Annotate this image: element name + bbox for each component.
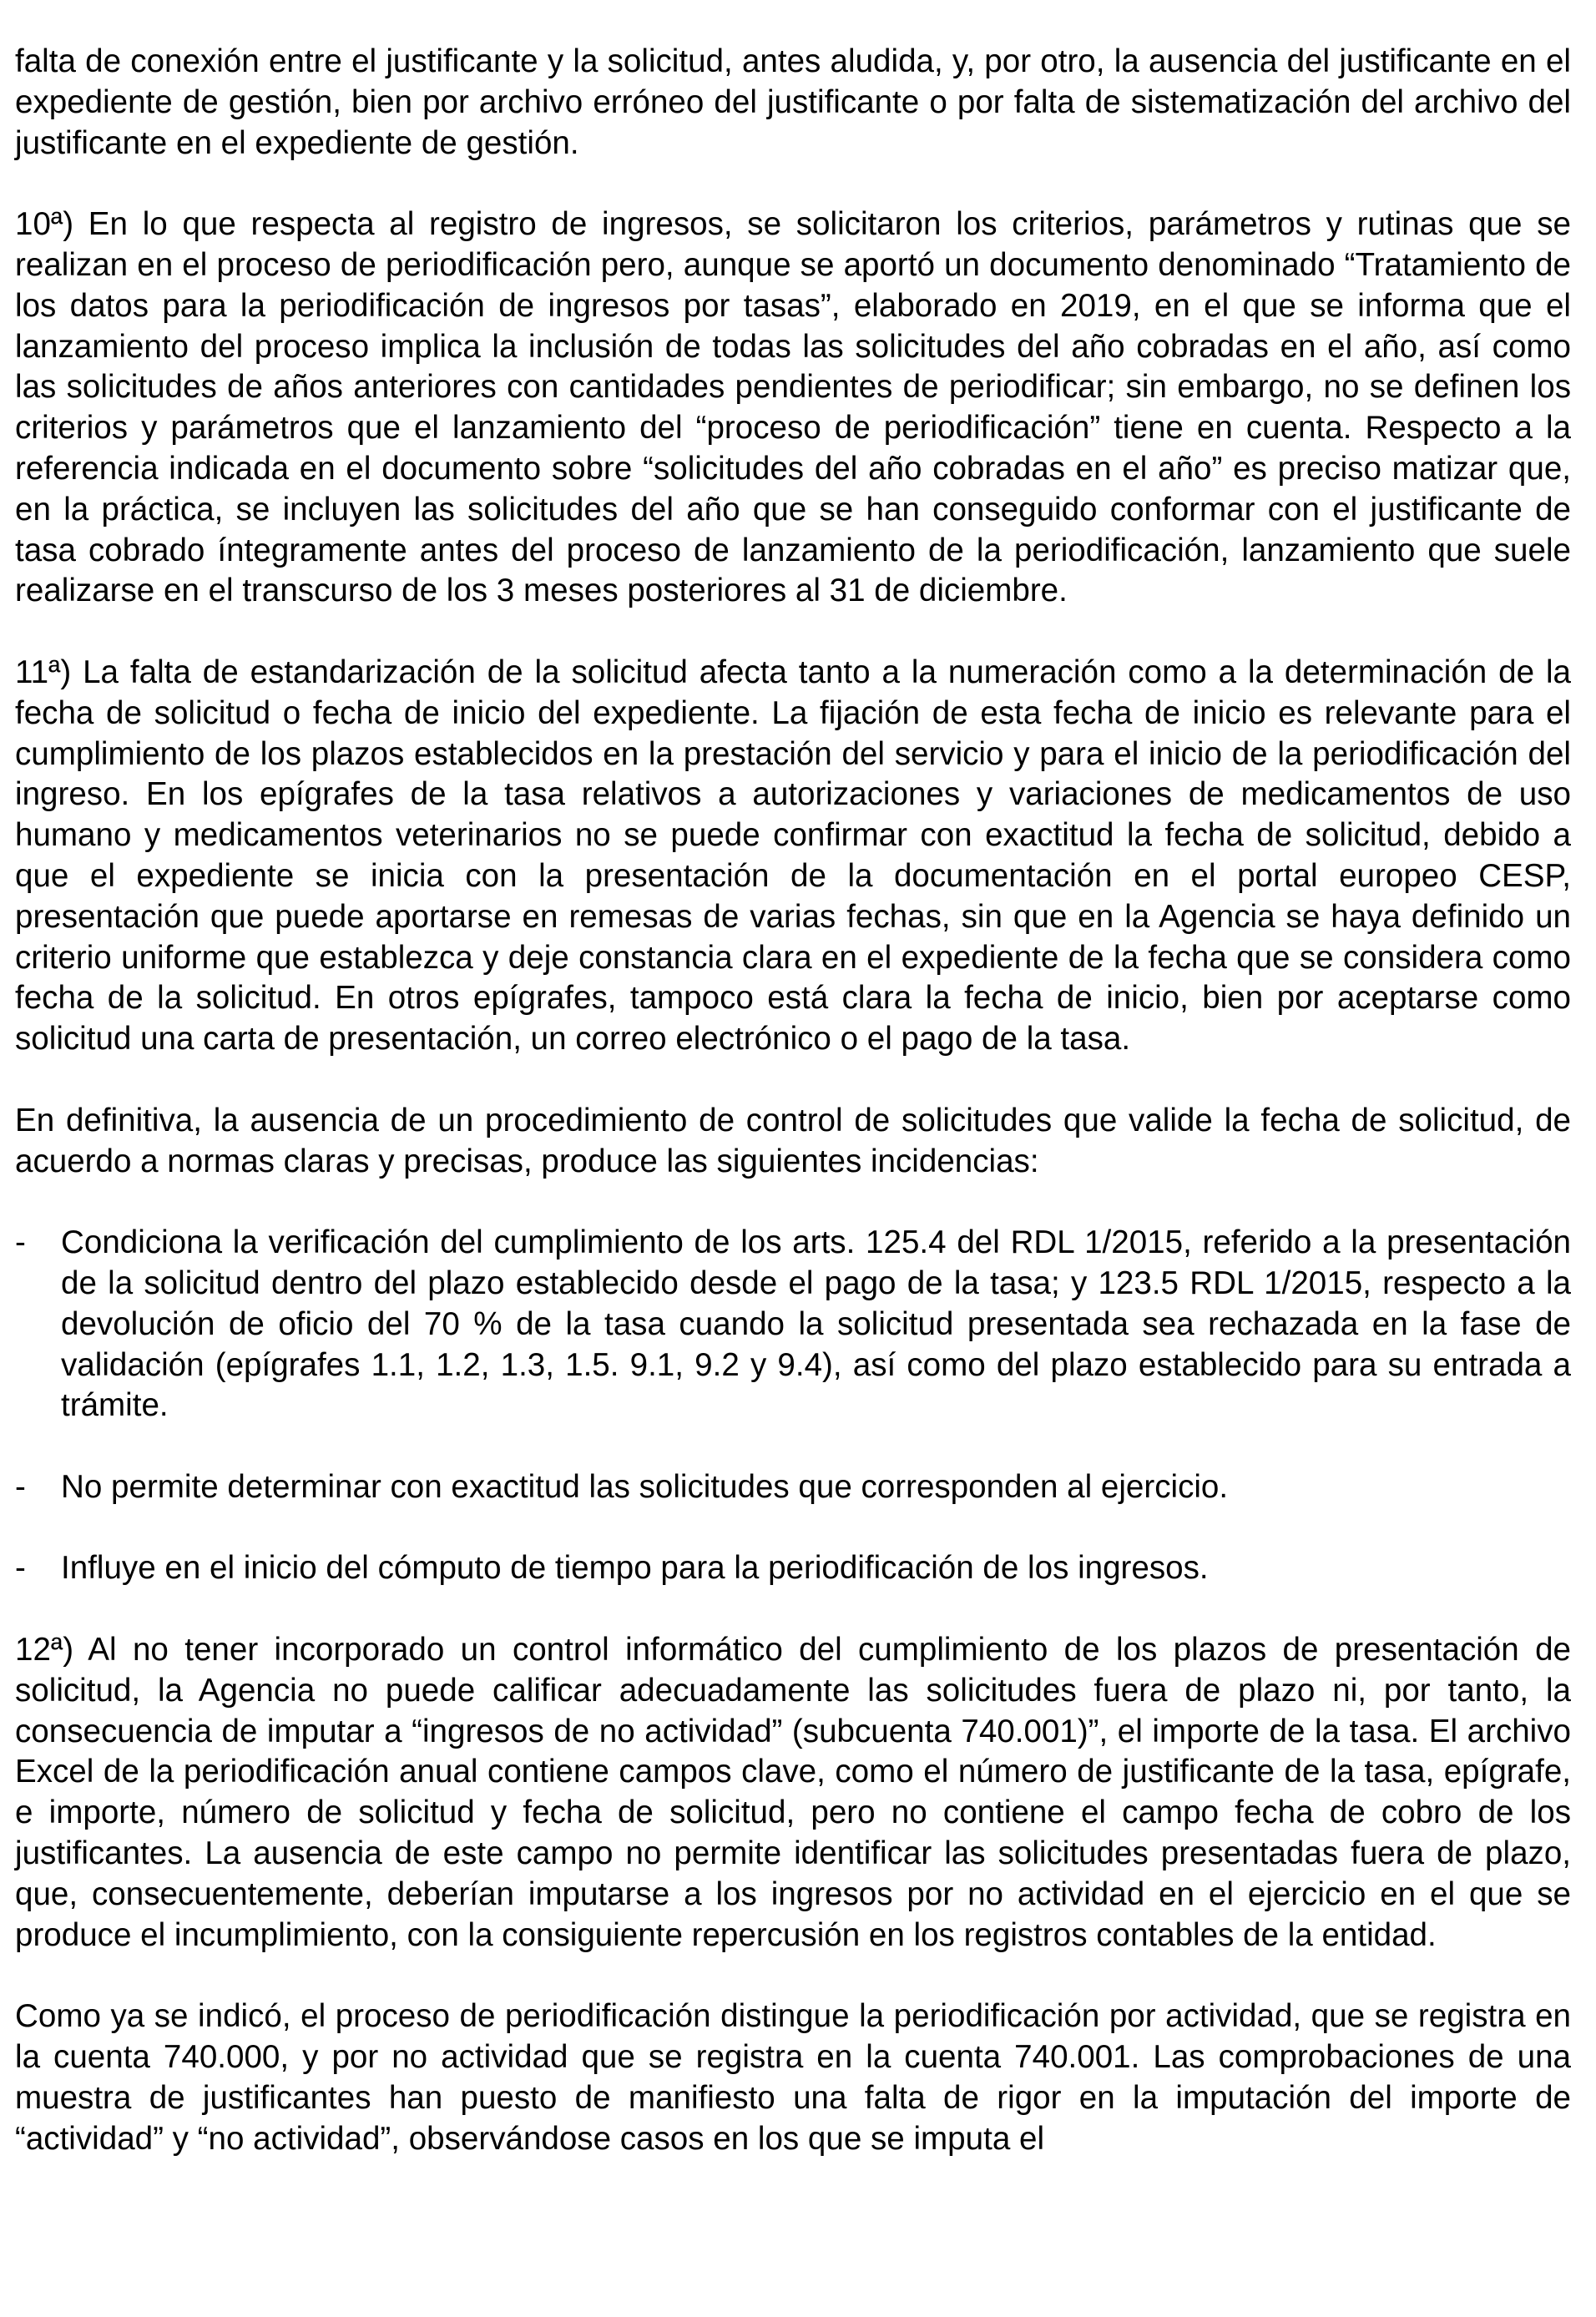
- paragraph-continuation: falta de conexión entre el justificante y la solicitud, antes aludida, y, por otro, la ausencia del justificante en el expediente de gestión, bien por archivo erróneo del justificante o por falta de sistematización del archivo del justificante en el expediente de gestión.: [15, 43, 1571, 161]
- document-page: [15, 42, 1571, 2200]
- bullet-item: [15, 1467, 1571, 1508]
- bullet-text: Influye en el inicio del cómputo de tiempo para la periodificación de los ingresos.: [61, 1550, 1209, 1587]
- bullet-text: No permite determinar con exactitud las solicitudes que corresponden al ejercicio.: [61, 1468, 1229, 1505]
- bullet-item: [15, 1548, 1571, 1589]
- bullet-dash: -: [15, 1468, 26, 1505]
- bullet-dash: -: [15, 1550, 26, 1587]
- paragraph-periodification: Como ya se indicó, el proceso de periodificación distingue la periodificación por actividad, que se registra en la cuenta 740.000, y por no actividad que se registra en la cuenta 740.001. Las comprobaciones de una muestra de justificantes han puesto de manifiesto una falta de rigor en la imputación del importe de “actividad” y “no actividad”, observándose casos en los que se imputa el: [15, 1998, 1571, 2157]
- bullet-dash: -: [15, 1224, 26, 1261]
- paragraph-11: 11ª) La falta de estandarización de la solicitud afecta tanto a la numeración como a la determinación de la fecha de solicitud o fecha de inicio del expediente. La fijación de esta fecha de inicio es relevante para el cumplimiento de los plazos establecidos en la prestación del servicio y para el inicio de la periodificación del ingreso. En los epígrafes de la tasa relativos a autorizaciones y variaciones de medicamentos de uso humano y medicamentos veterinarios no se puede confirmar con exactitud la fecha de solicitud, debido a que el expediente se inicia con la presentación de la documentación en el portal europeo CESP, presentación que puede aportarse en remesas de varias fechas, sin que en la Agencia se haya definido un criterio uniforme que establezca y deje constancia clara en el expediente de la fecha que se considera como fecha de la solicitud. En otros epígrafes, tampoco está clara la fecha de inicio, bien por aceptarse como solicitud una carta de presentación, un correo electrónico o el pago de la tasa.: [15, 654, 1571, 1058]
- bullet-item: [15, 1223, 1571, 1426]
- paragraph-10: 10ª) En lo que respecta al registro de ingresos, se solicitaron los criterios, parámetros y rutinas que se realizan en el proceso de periodificación pero, aunque se aportó un documento denominado “Tratamiento de los datos para la periodificación de ingresos por tasas”, elaborado en 2019, en el que se informa que el lanzamiento del proceso implica la inclusión de todas las solicitudes del año cobradas en el año, así como las solicitudes de años anteriores con cantidades pendientes de periodificar; sin embargo, no se definen los criterios y parámetros que el lanzamiento del “proceso de periodificación” tiene en cuenta. Respecto a la referencia indicada en el documento sobre “solicitudes del año cobradas en el año” es preciso matizar que, en la práctica, se incluyen las solicitudes del año que se han conseguido conformar con el justificante de tasa cobrado íntegramente antes del proceso de lanzamiento de la periodificación, lanzamiento que suele realizarse en el transcurso de los 3 meses posteriores al 31 de diciembre.: [15, 206, 1571, 609]
- paragraph-12: 12ª) Al no tener incorporado un control informático del cumplimiento de los plazos de presentación de solicitud, la Agencia no puede calificar adecuadamente las solicitudes fuera de plazo ni, por tanto, la consecuencia de imputar a “ingresos de no actividad” (subcuenta 740.001)”, el importe de la tasa. El archivo Excel de la periodificación anual contiene campos clave, como el número de justificante de la tasa, epígrafe, e importe, número de solicitud y fecha de solicitud, pero no contiene el campo fecha de cobro de los justificantes. La ausencia de este campo no permite identificar las solicitudes presentadas fuera de plazo, que, consecuentemente, deberían imputarse a los ingresos por no actividad en el ejercicio en el que se produce el incumplimiento, con la consiguiente repercusión en los registros contables de la entidad.: [15, 1632, 1571, 1953]
- bullet-text: Condiciona la verificación del cumplimiento de los arts. 125.4 del RDL 1/2015, referido a la presentación de la solicitud dentro del plazo establecido desde el pago de la tasa; y 123.5 RDL 1/2015, respecto a la devolución de oficio del 70 % de la tasa cuando la solicitud presentada sea rechazada en la fase de validación (epígrafes 1.1, 1.2, 1.3, 1.5. 9.1, 9.2 y 9.4), así como del plazo establecido para su entrada a trámite.: [61, 1224, 1571, 1424]
- paragraph-summary: En definitiva, la ausencia de un procedimiento de control de solicitudes que valide la fecha de solicitud, de acuerdo a normas claras y precisas, produce las siguientes incidencias:: [15, 1102, 1571, 1179]
